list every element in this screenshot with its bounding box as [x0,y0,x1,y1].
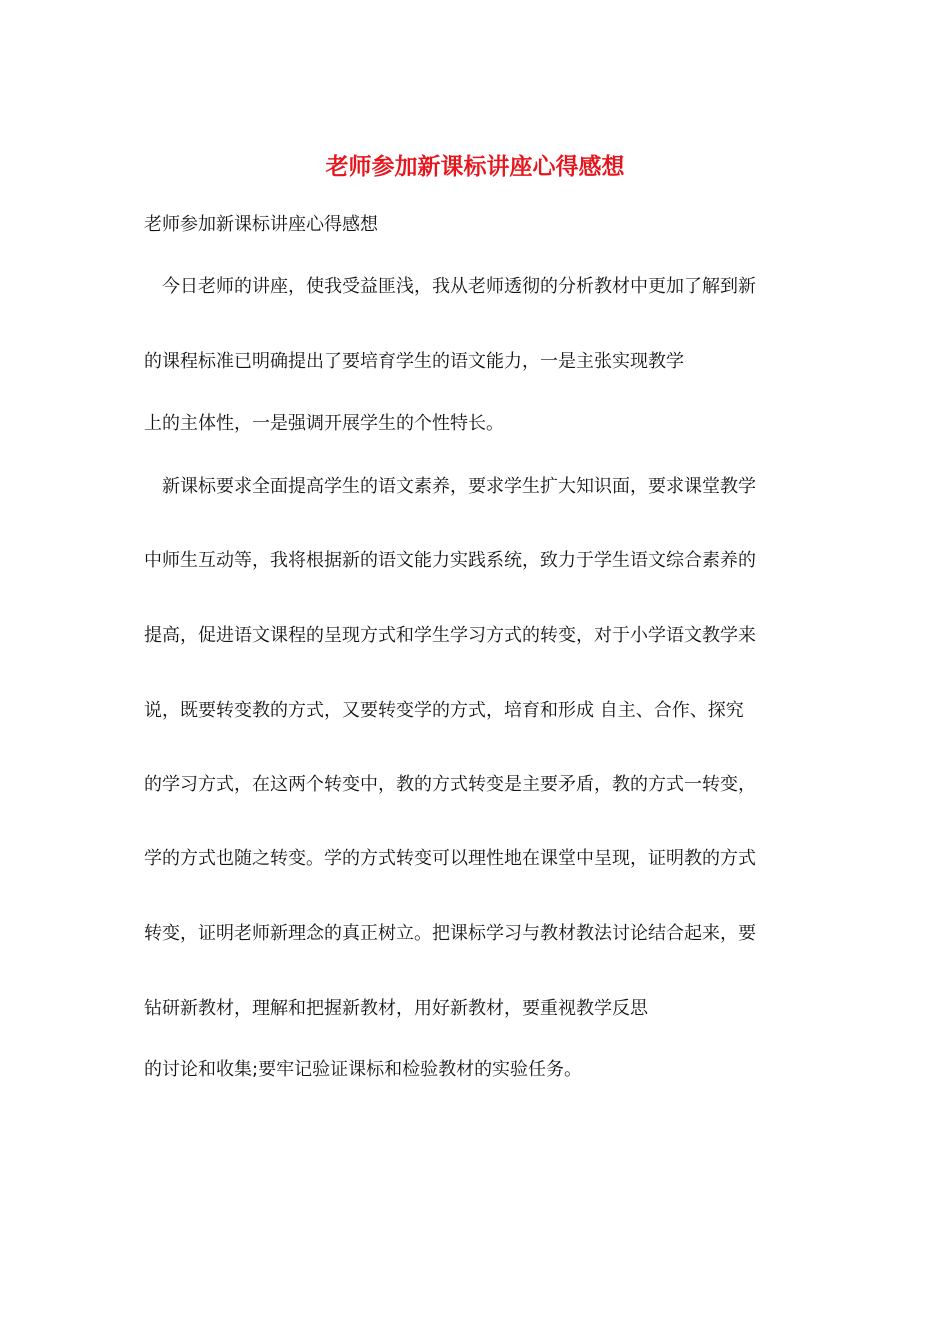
paragraph-line: 今日老师的讲座，使我受益匪浅，我从老师透彻的分析教材中更加了解到新 [144,276,756,297]
paragraph-line: 学的方式也随之转变。学的方式转变可以理性地在课堂中呈现，证明教的方式 [144,848,756,869]
paragraph-line: 的讨论和收集;要牢记验证课标和检验教材的实验任务。 [144,1059,583,1080]
paragraph-line: 新课标要求全面提高学生的语文素养，要求学生扩大知识面，要求课堂教学 [144,476,756,497]
paragraph-line: 转变，证明老师新理念的真正树立。把课标学习与教材教法讨论结合起来，要 [144,923,756,944]
paragraph-line: 的学习方式，在这两个转变中，教的方式转变是主要矛盾，教的方式一转变， [144,774,756,795]
paragraph-line: 中师生互动等，我将根据新的语文能力实践系统，致力于学生语文综合素养的 [144,550,756,571]
document-subtitle: 老师参加新课标讲座心得感想 [144,214,378,235]
paragraph-line: 说，既要转变教的方式，又要转变学的方式，培育和形成 自主、合作、探究 [144,700,744,721]
paragraph-line: 上的主体性，一是强调开展学生的个性特长。 [144,413,504,434]
document-title: 老师参加新课标讲座心得感想 [325,153,625,180]
paragraph-line: 的课程标准已明确提出了要培育学生的语文能力，一是主张实现教学 [144,351,684,372]
paragraph-line: 钻研新教材，理解和把握新教材，用好新教材，要重视教学反思 [144,998,648,1019]
paragraph-line: 提高，促进语文课程的呈现方式和学生学习方式的转变，对于小学语文教学来 [144,625,756,646]
